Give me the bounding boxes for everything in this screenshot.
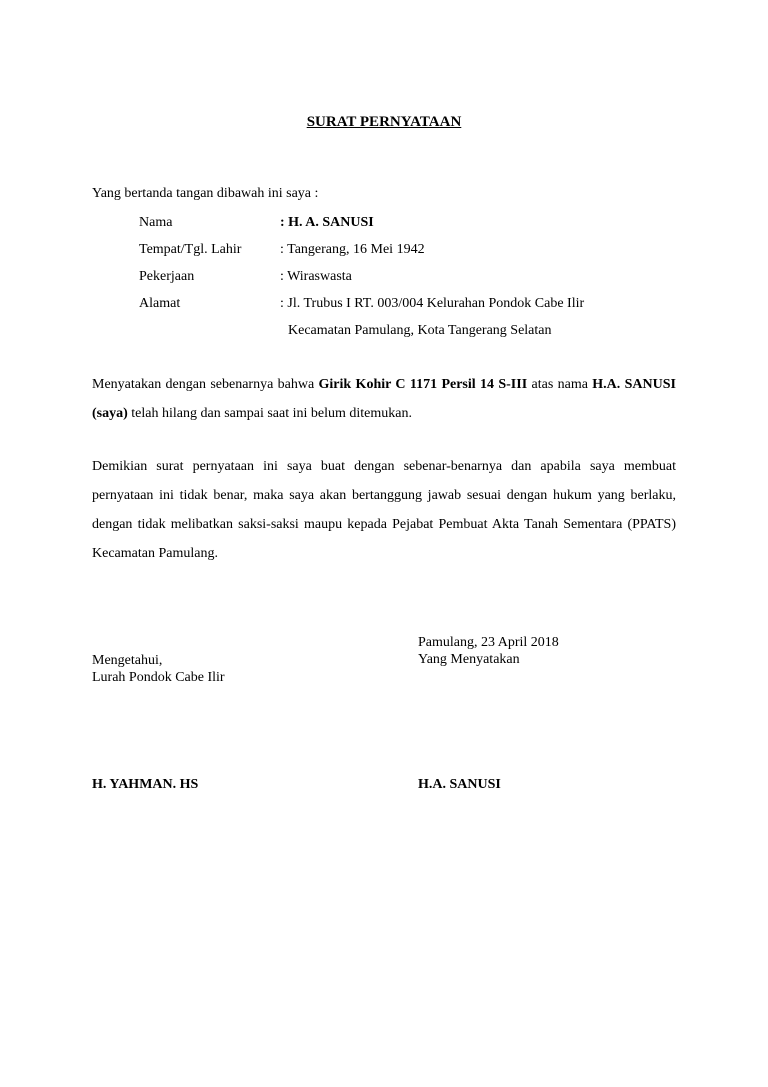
witness-title: Lurah Pondok Cabe Ilir xyxy=(92,670,225,685)
field-label-occupation: Pekerjaan xyxy=(139,269,195,284)
place-date: Pamulang, 23 April 2018 xyxy=(418,635,559,650)
field-value-address: : Jl. Trubus I RT. 003/004 Kelurahan Pondok Cabe Ilir xyxy=(280,296,585,311)
declarant-name: H.A. SANUSI xyxy=(418,777,501,792)
field-value-address-line2: Kecamatan Pamulang, Kota Tangerang Selatan xyxy=(288,323,552,338)
statement-text-3: telah hilang dan sampai saat ini belum ditemukan. xyxy=(127,406,412,421)
field-value-name: : H. A. SANUSI xyxy=(280,215,374,230)
declarant-caption: Yang Menyatakan xyxy=(418,652,520,667)
statement-girik-number: Girik Kohir C 1171 Persil 14 S-III xyxy=(318,377,528,392)
document-title: SURAT PERNYATAAN xyxy=(306,114,462,130)
witness-caption: Mengetahui, xyxy=(92,653,163,668)
field-label-birth: Tempat/Tgl. Lahir xyxy=(139,242,242,257)
intro-text: Yang bertanda tangan dibawah ini saya : xyxy=(92,186,319,201)
statement-text-2: atas nama xyxy=(527,377,593,392)
field-label-name: Nama xyxy=(139,215,173,230)
field-value-occupation: : Wiraswasta xyxy=(280,269,352,284)
closing-paragraph: Demikian surat pernyataan ini saya buat dengan sebenar-benarnya dan apabila saya membuat pernyataan ini tidak benar, maka saya akan bertanggung jawab sesuai dengan hukum yang berlaku, dengan tidak melibatkan saksi-saksi maupu kepada Pejabat Pembuat Akta Tanah Sementara (PPATS) Kecamatan Pamulang. xyxy=(92,459,676,561)
witness-name: H. YAHMAN. HS xyxy=(92,777,199,792)
field-label-address: Alamat xyxy=(139,296,181,311)
statement-text-1: Menyatakan dengan sebenarnya bahwa xyxy=(92,377,319,392)
statement-owner-name: H.A. SANUSI (saya) xyxy=(92,377,676,421)
field-value-birth: : Tangerang, 16 Mei 1942 xyxy=(280,242,425,257)
statement-paragraph xyxy=(92,370,676,428)
